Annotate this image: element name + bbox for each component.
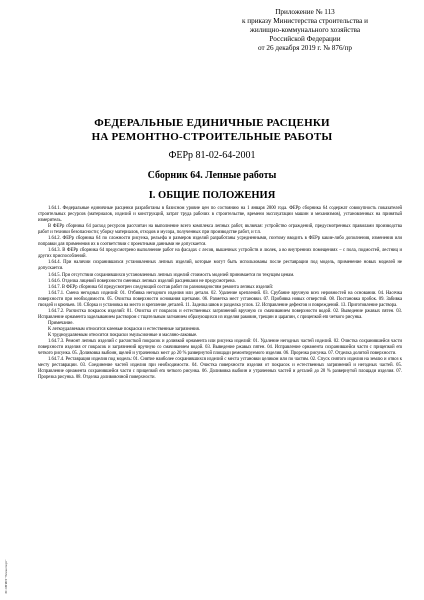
note-text: К легкоудаляемым относятся клеевые покраски и естественные загрязнения.	[48, 326, 200, 332]
side-watermark-text: ЭС ИТИП "Техэксперт"	[4, 559, 8, 594]
paragraph: 1.64.4. При наличии сохранившихся установленных лепных изделий, которые могут быть использованы после реставрации под модель, применение новых моделей не допускается.	[38, 260, 402, 272]
paragraph: 1.64.1. Федеральные единичные расценки разработаны в базисном уровне цен по состоянию на 1 января 2000 года. ФЕРр сборника 64 содержат совокупность показателей строительных ресурсов (материалов, изделий и конструкций, затрат труда рабочих в строительстве, времени эксплуатации машин и механизмов), установленных на принятый измеритель.	[38, 206, 402, 224]
paragraph: В ФЕРр сборника 64 расход ресурсов рассчитан на выполнение всего комплекса лепных работ, включая: устройство ограждений, предусмотренных правилами производства работ и техники безопасности; уборку материалов, отходов и мусора, полученных при производстве работ, и т.п.	[38, 224, 402, 236]
note-text: К трудноудаляемым относятся покраски эмульсионные и масляно-лаковые.	[48, 332, 198, 338]
paragraph: 1.64.7.4. Реставрация изделия под модель: 01. Снятие наиболее сохранившихся изделий с места установки целиком или по частям. 02. Спуск снятого изделия на землю и отвоз к месту реставрации. 03. Соединение частей изделия при необходимости. 04. Очистка поверхности изделия от покрасок и естественных загрязнений и негодных частей. 05. Исправление орнамента сохранившейся части с прицепкой em четкого рисунка. 06. Доливовка выбоин и утраченных частей и деталей до 20 % развернутой площади изделия. 07. Прорезка рисунка. 08. Отделка доливовочной поверхности.	[38, 357, 402, 381]
section-heading: I. ОБЩИЕ ПОЛОЖЕНИЯ	[148, 190, 276, 201]
document-code: ФЕРр 81-02-64-2001	[168, 150, 256, 161]
paragraph: 1.64.7.3. Ремонт лепных изделий с расчисткой покрасок и доливкой орнамента или рисунка изделий: 01. Удаление негодных частей изделий. 02. Очистка сохранившейся части поверхности изделия от покрасок и загрязнений вручную со смачиванием водой. 03. Выведение ржавых пятен. 04. Исправление орнамента сохранившейся части с прицепкой em четкого рисунка. 05. Доливовка выбоин, щелей и утраченных мест до 20 % развернутой площади ремонтируемого изделия. 06. Прорезка рисунка. 07. Отделка долитой поверхности.	[38, 339, 402, 357]
paragraph: 1.64.7.2. Расчистка покрасок изделий: 01. Очистка от покрасок и естественных загрязнений вручную со смачиванием поверхности водой. 02. Выведение ржавых пятен. 03. Исправление орнамента заделыванием раствором с тщательным загнанием образующихся из изделия раковин, трещин и царапин, с прицепкой em четкого рисунка.	[38, 308, 402, 320]
paragraph: 1.64.5. При отсутствии сохранившихся установленных лепных изделий стоимость моделей принимается по текущим ценам.	[48, 272, 295, 278]
appendix-line: Приложение № 113	[275, 8, 335, 16]
document-body	[38, 206, 402, 381]
paragraph: 1.64.7. В ФЕРр сборника 64 предусмотрен следующий состав работ по разновидностям ремонта лепных изделий:	[48, 284, 274, 290]
document-title-line-2: НА РЕМОНТНО-СТРОИТЕЛЬНЫЕ РАБОТЫ	[91, 131, 333, 143]
appendix-line: от 26 декабря 2019 г. № 876/пр	[258, 44, 352, 52]
document-title-line-1: ФЕДЕРАЛЬНЫЕ ЕДИНИЧНЫЕ РАСЦЕНКИ	[94, 117, 330, 129]
appendix-header	[200, 8, 410, 53]
appendix-line: жилищно-коммунального хозяйства	[249, 26, 361, 34]
side-watermark	[2, 490, 10, 594]
paragraph: 1.64.6. Отделка лицевой поверхности сменных лепных изделий расценками не предусмотрена.	[48, 278, 236, 284]
appendix-line: к приказу Министерства строительства и	[241, 17, 368, 25]
appendix-line: Российской Федерации	[269, 35, 341, 43]
paragraph: 1.64.2. ФЕРр сборника 64 по сложности рисунка, рельефа и размеров изделий разработаны усредненными, поэтому вводить в ФЕРр какие-либо дополнения, изменения или поправки для применения их в соответствии с проектными данными не допускается.	[38, 236, 402, 248]
paragraph: 1.64.3. В ФЕРр сборника 64 предусмотрено выполнение работ на фасадах с лесов, вышечных устройств и люлек, а во внутренних помещениях – с пола, подмостей, лестниц и других приспособлений.	[38, 248, 402, 260]
collection-title: Сборник 64. Лепные работы	[147, 170, 277, 181]
note-label: Примечание.	[48, 320, 74, 326]
paragraph: 1.64.7.1. Смена негодных изделий: 01. Отбивка негодного изделия или детали. 02. Удаление креплений. 03. Срубание вручную всех неровностей на основании. 04. Насечка поверхности при необходимости. 05. Очистка поверхности основания щетками. 06. Разметка мест установки. 07. Пробивка новых отверстий. 08. Постановка пробок. 09. Забивка гвоздей и крючьев. 10. Сборка и установка на место и крепление деталей. 11. Заделка швов и разделка углов. 12. Исправление дефектов и повреждений. 13. Приготовление раствора.	[38, 290, 402, 308]
